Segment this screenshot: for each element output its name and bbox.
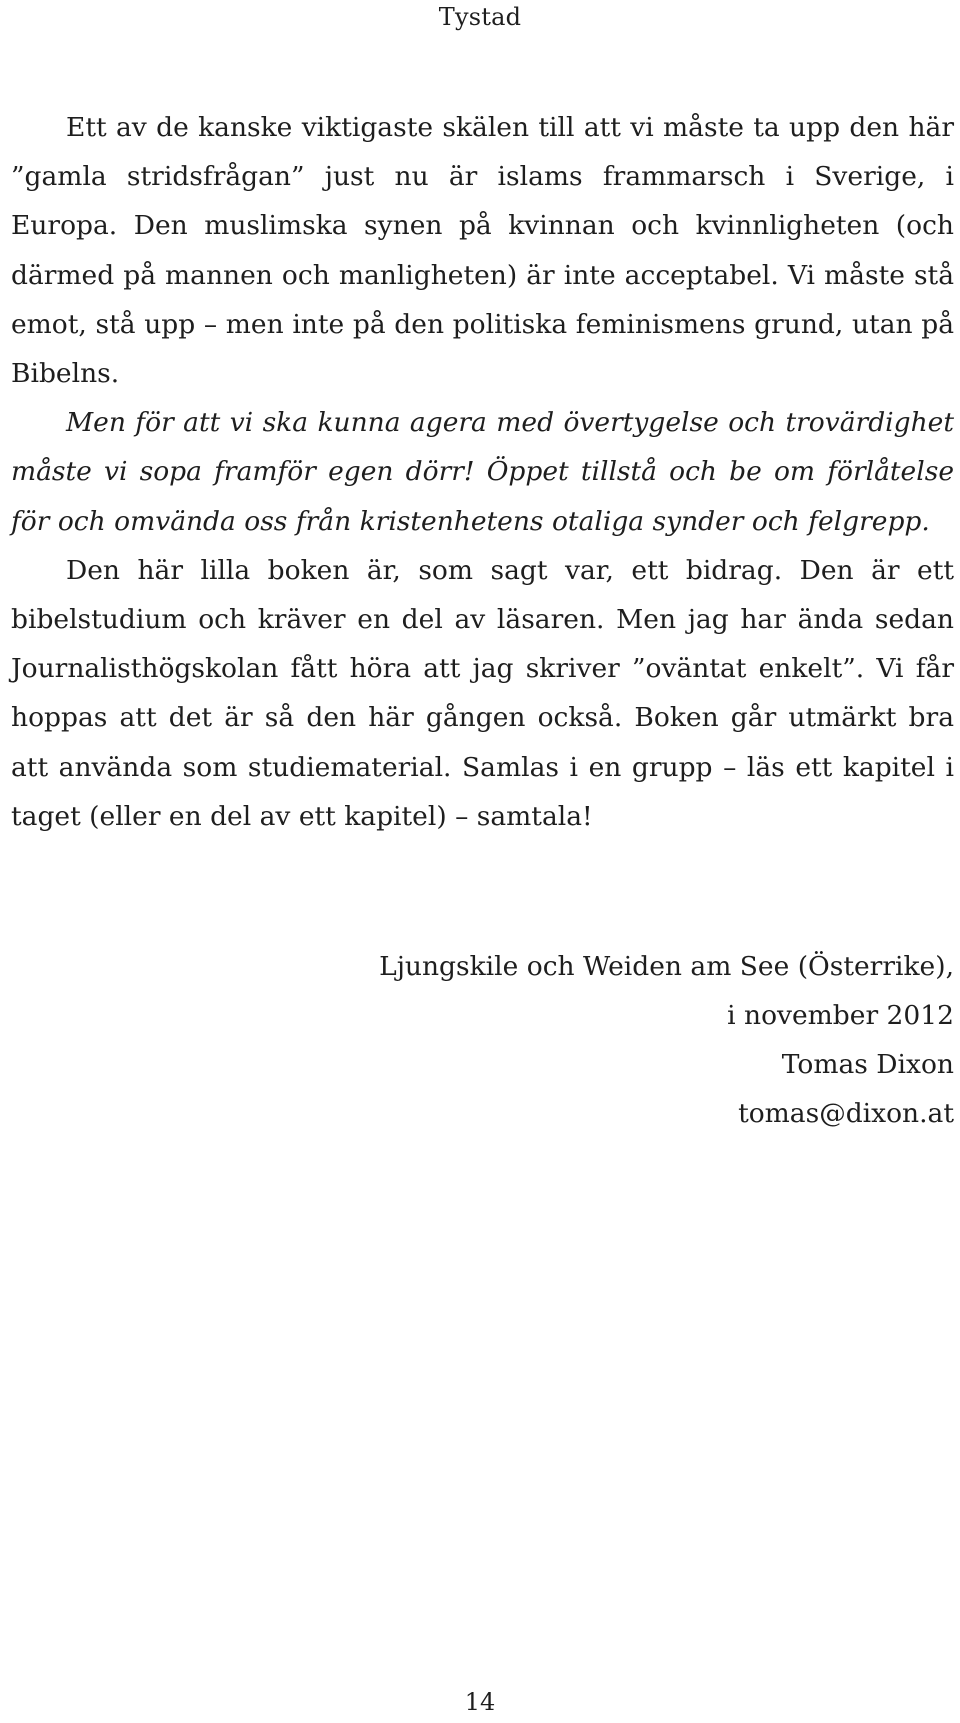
signature-date: i november 2012 xyxy=(727,1000,954,1031)
signature-author: Tomas Dixon xyxy=(781,1049,954,1080)
signature-email: tomas@dixon.at xyxy=(738,1098,954,1129)
paragraph-3: Den här lilla boken är, som sagt var, ett bidrag. Den är ett bibelstudium och kräver en del av läsaren. Men jag har ända sedan Journalisthögskolan fått höra att jag skriver ”oväntat enkelt”. Vi får hoppas att det är så den här gången också. Boken går utmärkt bra att använda som studiematerial. Samlas i en grupp – läs ett kapitel i taget (eller en del av ett kapitel) – samtala! xyxy=(11,554,954,832)
paragraph-1: Ett av de kanske viktigaste skälen till att vi måste ta upp den här ”gamla stridsfrågan” just nu är islams frammarsch i Sverige, i Europa. Den muslimska synen på kvinnan och kvinnligheten (och därmed på mannen och manligheten) är inte acceptabel. Vi måste stå emot, stå upp – men inte på den politiska feminismens grund, utan på Bibelns. xyxy=(11,112,954,390)
signature-block xyxy=(379,942,954,1138)
body-text xyxy=(11,103,954,841)
page-number: 14 xyxy=(464,1688,496,1716)
paragraph-2-italic: Men för att vi ska kunna agera med övertygelse och trovärdighet måste vi sopa framför egen dörr! Öppet tillstå och be om förlåtelse för och omvända oss från kristenhetens otaliga synder och felgrepp. xyxy=(11,407,954,537)
running-head: Tystad xyxy=(438,3,522,31)
signature-place: Ljungskile och Weiden am See (Österrike), xyxy=(379,951,954,982)
